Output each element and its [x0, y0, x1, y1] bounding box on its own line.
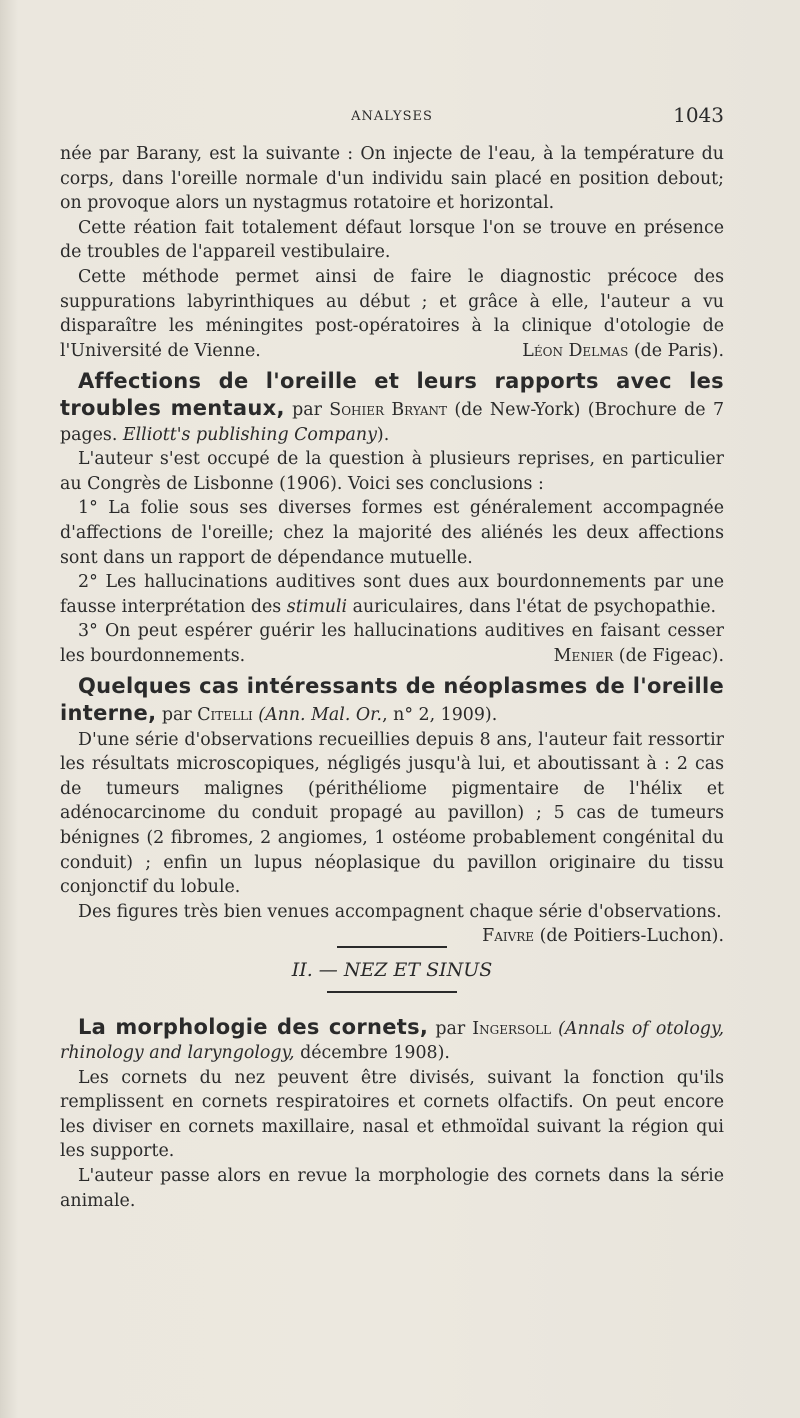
paragraph: L'auteur s'est occupé de la question à plusieurs reprises, en particulier au Congrès de Lisbonne (1906). Voici ses conclusions : [60, 449, 724, 494]
article-journal: (Ann. Mal. Or. [258, 705, 383, 726]
paragraph: Cette réation fait totalement défaut lorsque l'on se trouve en présence de troubles de l'appareil vestibulaire. [60, 217, 724, 263]
separator-rule [337, 946, 447, 948]
article-heading: Affections de l'oreille et leurs rapports avec les troubles mentaux, par Sohier Bryant (de New-York) (Brochure de 7 pages. Elliott's publishing Company). [60, 369, 725, 445]
signature: Menier (de Figeac). [553, 645, 724, 666]
paragraph-text: Cette méthode permet ainsi de faire le diagnostic précoce des suppurations labyrinthiques au début ; et grâce à elle, l'auteur a vu disparaître les méningites post-opératoires à la clinique d'otologie de l'Université de Vienne. [60, 266, 724, 361]
section-underline [327, 991, 457, 993]
page-number: 1043 [673, 103, 724, 127]
article-journal: (Annals of otology, rhinology and laryngology, [60, 1018, 724, 1064]
paragraph: 2° Les hallucinations auditives sont dues aux bourdonnements par une fausse interprétation des stimuli auriculaires, dans l'état de psychopathie. [60, 572, 724, 617]
page-body [60, 142, 724, 1213]
article-author: Sohier Bryant [329, 399, 448, 420]
article-heading: La morphologie des cornets, par Ingersoll (Annals of otology, rhinology and laryngology, décembre 1908). [60, 1014, 724, 1064]
article-heading: Quelques cas intéressants de néoplasmes de l'oreille interne, par Citelli (Ann. Mal. Or., n° 2, 1909). [60, 674, 724, 726]
paragraph: Des figures très bien venues accompagnent chaque série d'observations. Faivre (de Poitiers-Luchon). [60, 900, 724, 925]
paragraph: 1° La folie sous ses diverses formes est généralement accompagnée d'affections de l'oreille; chez la majorité des aliénés les deux affections sont dans un rapport de dépendance mutuelle. [60, 498, 724, 568]
paragraph: née par Barany, est la suivante : On injecte de l'eau, à la température du corps, dans l'oreille normale d'un individu sain placé en position debout; on provoque alors un nystagmus rotatoire et horizontal. [60, 144, 724, 214]
paragraph: 3° On peut espérer guérir les hallucinations auditives en faisant cesser les bourdonnements. Menier (de Figeac). [60, 619, 724, 668]
article-title: Affections de l'oreille et leurs rapports avec les troubles mentaux, [60, 369, 724, 420]
page-header [60, 103, 724, 133]
article-author: Citelli [197, 705, 253, 726]
section-title: II. — NEZ ET SINUS [291, 959, 493, 982]
signature: Faivre (de Poitiers-Luchon). [482, 926, 724, 947]
article-publisher: Elliott's publishing Company [122, 424, 377, 445]
paragraph [60, 265, 724, 363]
paragraph: D'une série d'observations recueillies depuis 8 ans, l'auteur fait ressortir les résultats microscopiques, négligés jusqu'à lui, et aboutissant à : 2 cas de tumeurs malignes (périthéliome pigmentaire de l'hélix et adénocarcinome du conduit propagé au pavillon) ; 5 cas de tumeurs bénignes (2 fibromes, 2 angiomes, 1 ostéome probablement congénital du conduit) ; enfin un lupus néoplasique du pavillon originaire du tissu conjonctif du lobule. [60, 729, 724, 898]
paragraph: Les cornets du nez peuvent être divisés, suivant la fonction qu'ils remplissent en cornets respiratoires et cornets olfactifs. On peut encore les diviser en cornets maxillaire, nasal et ethmoïdal suivant la région qui les supporte. [60, 1067, 724, 1162]
article-title: La morphologie des cornets, [78, 1014, 429, 1039]
paragraph: L'auteur passe alors en revue la morphologie des cornets dans la série animale. [60, 1166, 724, 1211]
article-title: Quelques cas intéressants de néoplasmes de l'oreille interne, [60, 674, 724, 726]
signature: Léon Delmas (de Paris). [522, 340, 724, 361]
running-title: ANALYSES [351, 109, 433, 124]
article-author: Ingersoll [472, 1018, 552, 1039]
